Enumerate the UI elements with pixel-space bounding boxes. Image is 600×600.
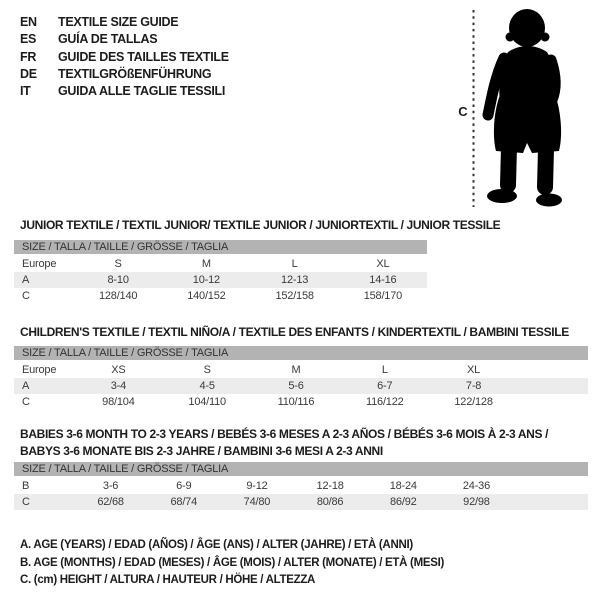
language-label: TEXTILE SIZE GUIDE (58, 15, 179, 29)
table-cell: 14-16 (369, 274, 397, 286)
row-label: A (22, 274, 30, 286)
language-label: TEXTILGRÖßENFÜHRUNG (58, 66, 212, 81)
table-cell: S (203, 364, 211, 376)
table-cell: 74/80 (243, 496, 271, 508)
table-cell: L (291, 258, 298, 270)
table-cell: S (114, 258, 122, 270)
language-code: ES (20, 32, 37, 47)
table-cell: 6-7 (377, 380, 393, 392)
table-row (14, 378, 588, 394)
junior-size-table (14, 240, 427, 304)
section-title-line2: BABYS 3-6 MONATE BIS 2-3 JAHRE / BAMBINI 3-6 MESI A 2-3 ANNI (20, 444, 383, 458)
table-spacer (518, 378, 588, 394)
table-size-header: SIZE / TALLA / TAILLE / GRÖSSE / TAGLIA (14, 462, 588, 476)
row-label: C (22, 290, 30, 302)
row-label: A (22, 380, 30, 392)
footnote: A. AGE (YEARS) / EDAD (AÑOS) / ÂGE (ANS) / ALTER (JAHRE) / ETÀ (ANNI) (20, 539, 413, 551)
section-babies (0, 426, 600, 510)
table-cell: M (291, 364, 301, 376)
table-spacer (513, 494, 588, 510)
row-label: Europe (22, 258, 57, 270)
language-row (20, 83, 229, 100)
table-cell: XL (467, 364, 481, 376)
language-legend (20, 14, 229, 100)
table-size-header: SIZE / TALLA / TAILLE / GRÖSSE / TAGLIA (14, 240, 427, 254)
table-cell: M (201, 258, 211, 270)
table-row (14, 494, 588, 510)
row-label: C (22, 396, 30, 408)
row-label: C (22, 496, 30, 508)
babies-size-table (14, 462, 588, 510)
table-cell: 158/170 (363, 290, 403, 302)
language-row (20, 14, 229, 31)
table-row (14, 272, 427, 288)
table-spacer (518, 394, 588, 410)
table-cell: 122/128 (454, 396, 493, 408)
table-cell: 3-4 (110, 380, 127, 392)
table-row (14, 288, 427, 304)
footnote: C. (cm) HEIGHT / ALTURA / HAUTEUR / HÖHE / ALTEZZA (20, 574, 316, 586)
table-cell: 18-24 (389, 480, 417, 492)
footnote: B. AGE (MONTHS) / EDAD (MESES) / ÂGE (MOIS) / ALTER (MONATE) / ETÀ (MESI) (20, 556, 445, 569)
table-cell: 6-9 (176, 480, 192, 492)
language-label: GUÍA DE TALLAS (58, 32, 158, 47)
language-label: GUIDA ALLE TAGLIE TESSILI (58, 84, 226, 99)
table-size-header: SIZE / TALLA / TAILLE / GRÖSSE / TAGLIA (14, 346, 588, 360)
table-row (14, 362, 588, 378)
row-label: Europe (22, 364, 57, 376)
table-cell: 10-12 (192, 274, 220, 286)
table-cell: 116/122 (366, 396, 404, 408)
table-cell: 4-5 (199, 380, 215, 392)
language-row (20, 31, 229, 48)
table-cell: 104/110 (188, 396, 226, 408)
table-cell: 12-18 (316, 480, 344, 492)
language-code: EN (20, 15, 37, 29)
table-cell: 140/152 (187, 290, 226, 302)
table-cell: 5-6 (288, 380, 304, 392)
table-cell: 80/86 (316, 496, 344, 508)
table-cell: 8-10 (107, 274, 129, 286)
table-cell: 9-12 (246, 480, 268, 492)
table-cell: 3-6 (102, 480, 119, 492)
table-cell: L (381, 364, 388, 376)
table-cell: 86/92 (390, 496, 417, 508)
height-measure-label: C (458, 104, 468, 119)
language-code: IT (20, 84, 31, 99)
language-row (20, 49, 229, 66)
table-cell: XL (376, 258, 390, 270)
table-spacer (518, 362, 588, 378)
section-title: JUNIOR TEXTILE / TEXTIL JUNIOR/ TEXTILE JUNIOR / JUNIORTEXTIL / JUNIOR TESSILE (20, 218, 501, 232)
table-cell: 98/104 (102, 396, 135, 408)
table-cell: 7-8 (465, 380, 482, 392)
table-cell: 24-36 (462, 480, 491, 492)
section-title: CHILDREN'S TEXTILE / TEXTIL NIÑO/A / TEXTILE DES ENFANTS / KINDERTEXTIL / BAMBINI TESSILE (20, 325, 569, 339)
table-cell: 110/116 (277, 396, 315, 408)
language-code: FR (20, 49, 37, 64)
footnotes (20, 537, 444, 590)
table-row (14, 394, 588, 410)
table-cell: 12-13 (281, 274, 309, 286)
row-label: B (22, 480, 30, 492)
language-label: GUIDE DES TAILLES TEXTILE (58, 49, 229, 64)
table-cell: 128/140 (98, 290, 138, 302)
table-cell: 92/98 (463, 496, 490, 508)
table-row (14, 478, 588, 494)
section-junior (0, 217, 600, 304)
section-children (0, 324, 600, 410)
language-code: DE (20, 66, 37, 81)
language-row (20, 66, 229, 83)
table-cell: 152/158 (275, 290, 314, 302)
table-spacer (513, 478, 588, 494)
section-title: BABIES 3-6 MONTH TO 2-3 YEARS / BEBÉS 3-6 MESES A 2-3 AÑOS / BÉBÉS 3-6 MOIS À 2-3 ANS / (20, 427, 549, 441)
table-row (14, 256, 427, 272)
table-cell: 62/68 (97, 496, 124, 508)
table-cell: XS (111, 364, 126, 376)
table-cell: 68/74 (170, 496, 198, 508)
children-size-table (14, 346, 588, 410)
